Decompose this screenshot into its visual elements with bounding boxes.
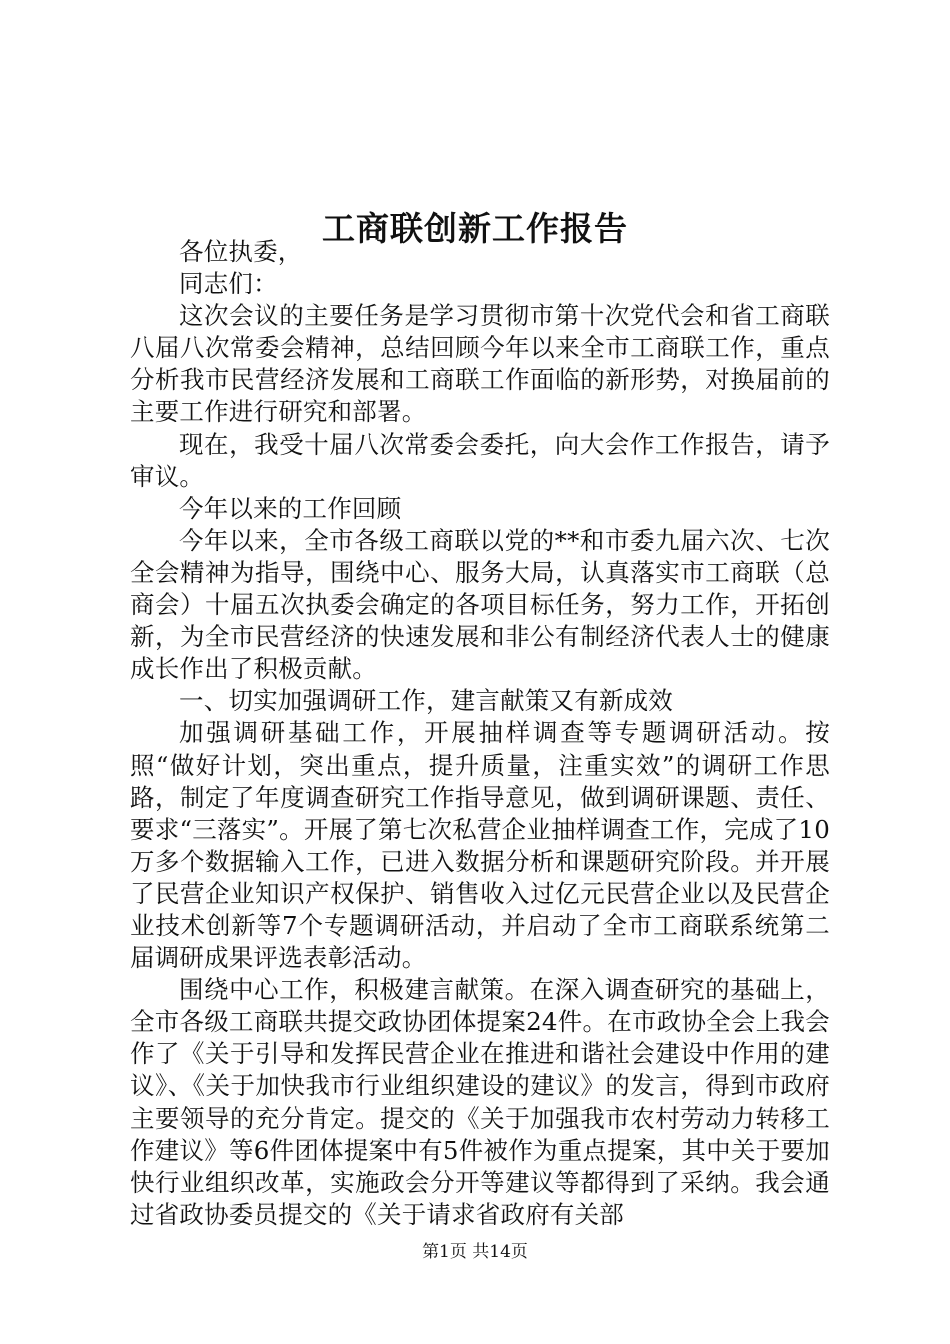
document-body bbox=[130, 236, 830, 1231]
paragraph-review-summary: 今年以来，全市各级工商联以党的**和市委九届六次、七次全会精神为指导，围绕中心、服务大局，认真落实市工商联（总商会）十届五次执委会确定的各项目标任务，努力工作，开拓创新，为全市民营经济的快速发展和非公有制经济代表人士的健康成长作出了积极贡献。 bbox=[130, 525, 830, 684]
page-title: 工商联创新工作报告 bbox=[322, 209, 628, 249]
section-heading-review: 今年以来的工作回顾 bbox=[179, 493, 402, 523]
section-heading-research: 一、切实加强调研工作，建言献策又有新成效 bbox=[179, 686, 673, 716]
page-number-footer: 第1页 共14页 bbox=[422, 1242, 528, 1262]
salutation-comrades: 同志们： bbox=[179, 269, 278, 299]
paragraph-report-request: 现在，我受十届八次常委会委托，向大会作工作报告，请予审议。 bbox=[130, 429, 830, 491]
paragraph-research-work: 加强调研基础工作，开展抽样调查等专题调研活动。按照“做好计划，突出重点，提升质量，注重实效”的调研工作思路，制定了年度调查研究工作指导意见，做到调研课题、责任、要求“三落实”。开展了第七次私营企业抽样调查工作，完成了10万多个数据输入工作，已进入数据分析和课题研究阶段。并开展了民营企业知识产权保护、销售收入过亿元民营企业以及民营企业技术创新等7个专题调研活动，并启动了全市工商联系统第二届调研成果评选表彰活动。 bbox=[130, 718, 830, 973]
salutation-executives: 各位执委， bbox=[179, 237, 303, 266]
paragraph-meeting-tasks: 这次会议的主要任务是学习贯彻市第十次党代会和省工商联八届八次常委会精神，总结回顾今年以来全市工商联工作，重点分析我市民营经济发展和工商联工作面临的新形势，对换届前的主要工作进行研究和部署。 bbox=[130, 301, 830, 427]
paragraph-suggestions: 围绕中心工作，积极建言献策。在深入调查研究的基础上，全市各级工商联共提交政协团体提案24件。在市政协全会上我会作了《关于引导和发挥民营企业在推进和谐社会建设中作用的建议》、《关于加快我市行业组织建设的建议》的发言，得到市政府主要领导的充分肯定。提交的《关于加强我市农村劳动力转移工作建议》等6件团体提案中有5件被作为重点提案，其中关于要加快行业组织改革，实施政会分开等建议等都得到了采纳。我会通过省政协委员提交的《关于请求省政府有关部 bbox=[130, 975, 830, 1229]
